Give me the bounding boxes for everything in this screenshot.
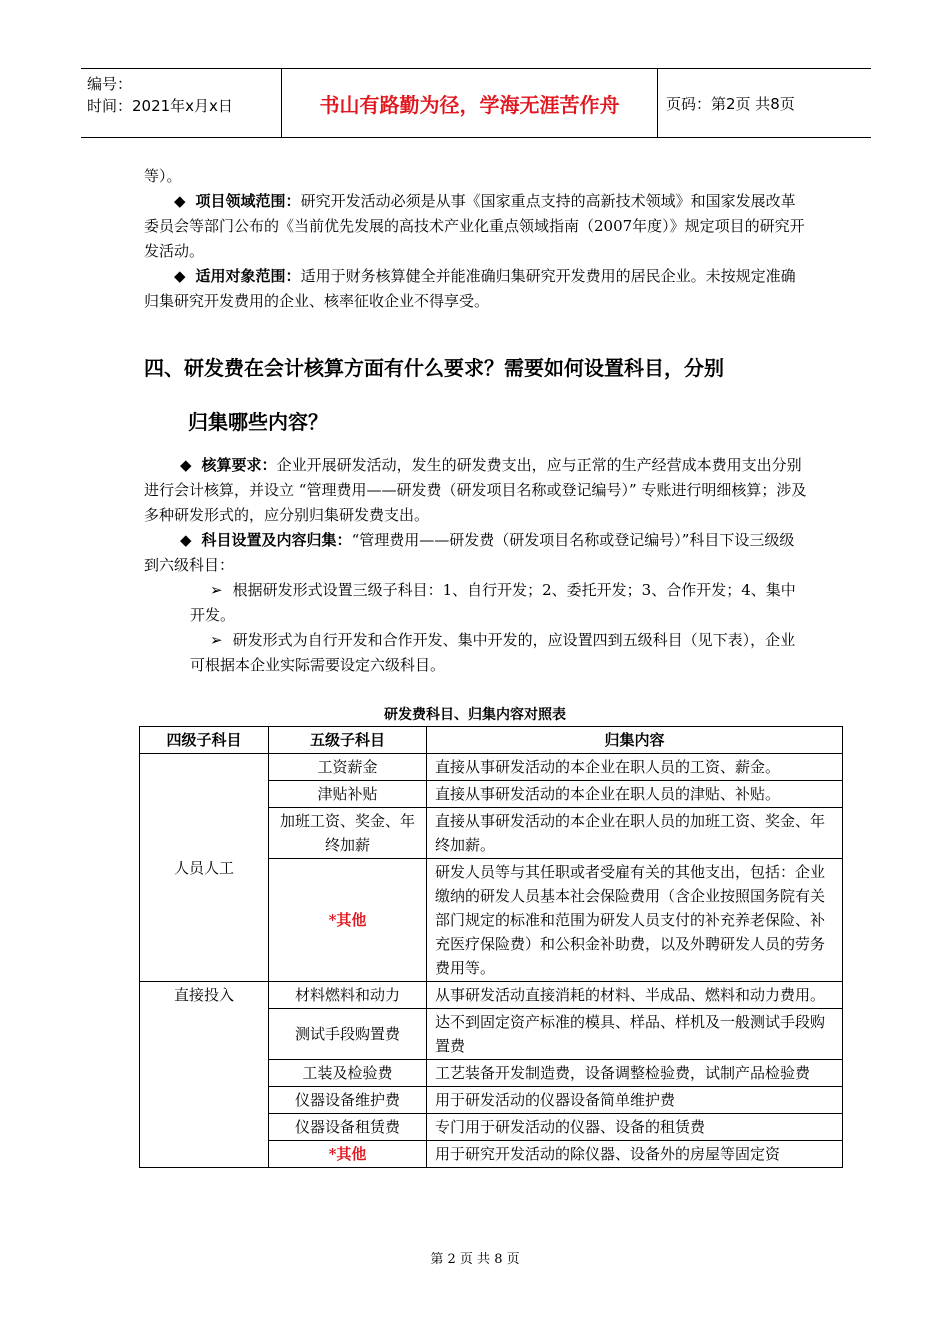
rd-expense-table	[139, 726, 843, 1168]
section-heading	[144, 346, 824, 444]
group-cell-personnel: 人员人工	[140, 754, 269, 982]
paragraph-label: 项目领域范围：	[195, 192, 301, 210]
subaccount-cell: *其他	[269, 1141, 427, 1168]
content-cell: 直接从事研发活动的本企业在职人员的工资、薪金。	[427, 754, 843, 781]
paragraph-applicable-scope	[144, 264, 809, 314]
document-date: 时间：2021年x月x日	[87, 97, 233, 115]
content-cell: 用于研究开发活动的除仪器、设备外的房屋等固定资	[427, 1141, 843, 1168]
paragraph-text: 研发形式为自行开发和合作开发、集中开发的，应设置四到五级科目（见下表），企业可根据本企业实际需要设定六级科目。	[190, 631, 796, 674]
subaccount-cell: 工装及检验费	[269, 1060, 427, 1087]
paragraph-accounting-requirements	[144, 453, 809, 528]
subaccount-cell: 加班工资、奖金、年终加薪	[269, 808, 427, 859]
subaccount-cell: 仪器设备维护费	[269, 1087, 427, 1114]
column-header: 四级子科目	[140, 727, 269, 754]
header-page-info: 页码：第2页 共8页	[666, 94, 795, 113]
paragraph-label: 科目设置及内容归集：	[201, 531, 352, 549]
header-motto: 书山有路勤为径，学海无涯苦作舟	[281, 69, 658, 137]
paragraph-fourth-fifth-accounts	[190, 628, 810, 678]
paragraph-project-scope	[144, 189, 809, 264]
paragraph-text: 研究开发活动必须是从事《国家重点支持的高新技术领域》和国家发展改革委员会等部门公布的《当前优先发展的高技术产业化重点领域指南（2007年度）》规定项目的研究开发活动。	[144, 192, 805, 260]
paragraph-text: 企业开展研发活动，发生的研发费支出，应与正常的生产经营成本费用支出分别进行会计核算，并设立 “管理费用——研发费（研发项目名称或登记编号）” 专账进行明细核算；涉及多种研发形式的，应分别归集研发费支出。	[144, 456, 807, 524]
subaccount-cell: 工资薪金	[269, 754, 427, 781]
paragraph-account-setup	[144, 528, 809, 578]
group-cell-direct-input: 直接投入	[140, 982, 269, 1168]
content-cell: 从事研发活动直接消耗的材料、半成品、燃料和动力费用。	[427, 982, 843, 1009]
content-cell: 直接从事研发活动的本企业在职人员的加班工资、奖金、年终加薪。	[427, 808, 843, 859]
paragraph-text: “管理费用——研发费（研发项目名称或登记编号）”科目下设三级级到六级科目：	[144, 531, 795, 574]
diamond-bullet-icon: ◆	[174, 192, 186, 210]
content-cell: 用于研发活动的仪器设备简单维护费	[427, 1087, 843, 1114]
paragraph-label: 核算要求：	[201, 456, 277, 474]
content-cell: 研发人员等与其任职或者受雇有关的其他支出，包括：企业缴纳的研发人员基本社会保险费用（含企业按照国务院有关部门规定的标准和范围为研发人员支付的补充养老保险、补充医疗保险费）和公积金补助费，以及外聘研发人员的劳务费用等。	[427, 859, 843, 982]
diamond-bullet-icon: ◆	[180, 456, 192, 474]
subaccount-cell: 材料燃料和动力	[269, 982, 427, 1009]
paragraph-label: 适用对象范围：	[195, 267, 301, 285]
header-left	[81, 69, 281, 137]
subaccount-cell: 津贴补贴	[269, 781, 427, 808]
page-header	[81, 68, 871, 138]
column-header: 归集内容	[427, 727, 843, 754]
table-row	[140, 982, 843, 1009]
paragraph-continuation: 等）。	[144, 167, 182, 185]
section-heading-line2: 归集哪些内容？	[188, 410, 328, 434]
content-cell: 专门用于研发活动的仪器、设备的租赁费	[427, 1114, 843, 1141]
subaccount-cell: 测试手段购置费	[269, 1009, 427, 1060]
arrow-bullet-icon: ➢	[210, 581, 223, 599]
paragraph-text: 根据研发形式设置三级子科目：1、自行开发；2、委托开发；3、合作开发；4、集中开发。	[190, 581, 796, 624]
paragraph-third-level-accounts	[190, 578, 810, 628]
content-cell: 达不到固定资产标准的模具、样品、样机及一般测试手段购置费	[427, 1009, 843, 1060]
section-heading-line1: 四、研发费在会计核算方面有什么要求？需要如何设置科目，分别	[144, 356, 724, 380]
content-cell: 工艺装备开发制造费，设备调整检验费，试制产品检验费	[427, 1060, 843, 1087]
diamond-bullet-icon: ◆	[174, 267, 186, 285]
arrow-bullet-icon: ➢	[210, 631, 223, 649]
column-header: 五级子科目	[269, 727, 427, 754]
paragraph-text: 适用于财务核算健全并能准确归集研究开发费用的居民企业。未按规定准确归集研究开发费用的企业、核率征收企业不得享受。	[144, 267, 796, 310]
table-caption: 研发费科目、归集内容对照表	[384, 707, 566, 723]
table-row	[140, 754, 843, 781]
page-footer: 第 2 页 共 8 页	[430, 1252, 520, 1267]
document-number: 编号：	[87, 75, 133, 93]
content-cell: 直接从事研发活动的本企业在职人员的津贴、补贴。	[427, 781, 843, 808]
table-header-row	[140, 727, 843, 754]
diamond-bullet-icon: ◆	[180, 531, 192, 549]
subaccount-cell: *其他	[269, 859, 427, 982]
subaccount-cell: 仪器设备租赁费	[269, 1114, 427, 1141]
